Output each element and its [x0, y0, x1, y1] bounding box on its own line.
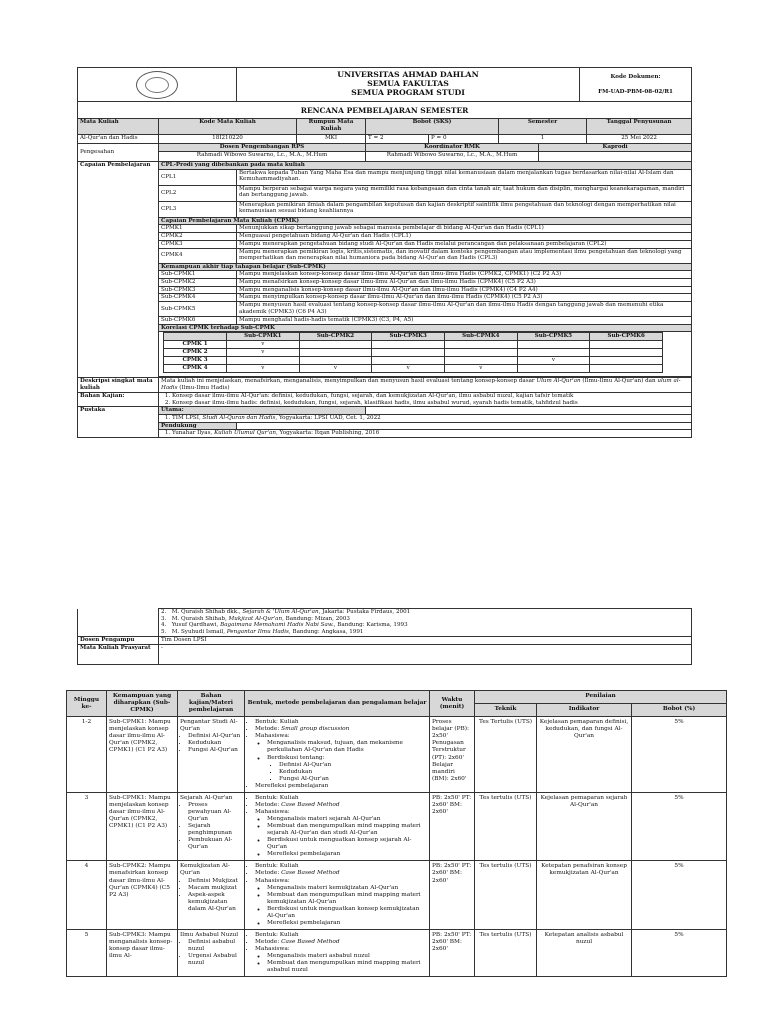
col-teknik: Teknik — [475, 704, 537, 717]
activity-item: ◦ Merefleksi pembelajaran — [267, 920, 427, 927]
bahan-list — [180, 733, 242, 754]
bahan-cell — [178, 929, 245, 976]
korelasi-heading: Korelasi CPMK terhadap Sub-CPMK — [159, 324, 692, 332]
pustaka-continued — [159, 609, 692, 637]
korelasi-mark — [444, 357, 517, 365]
activity-item: ◦ Berdiskusi untuk menguatkan konsep kemukjizatan Al-Qur'an — [267, 906, 427, 920]
korelasi-row-label: CPMK 1 — [164, 341, 227, 349]
metode-item: • Metode: Case Based Method — [255, 870, 427, 877]
col-penilaian: Penilaian — [475, 691, 727, 704]
korelasi-mark — [517, 365, 590, 373]
col-mata-kuliah: Mata Kuliah — [78, 119, 159, 135]
ref-item: 2. M. Quraish Shihab dkk., Sejarah & 'Ulum Al-Qur'an, Jakarta: Pustaka Firdaus, 2001 — [161, 609, 411, 615]
korelasi-col: Sub-CPMK6 — [590, 333, 663, 341]
bahan-cell — [178, 861, 245, 930]
cpl-text: Menerapkan pemikiran ilmiah dalam pengambilan keputusan dan kajian deskriptif saintifik ilmu pengetahuan dan teknologi dengan memperhatikan nilai kemanusiaan sesuai bidang keahliannya — [237, 201, 692, 217]
cpmk-text: Mampu menerapkan pengetahuan bidang studi Al-Qur'an dan Hadis melalui perancangan dan pelaksanaan pembelajaran (CPL2) — [237, 240, 692, 248]
cpmk-code: CPMK2 — [159, 233, 237, 241]
activity-item: ◦ Membuat dan mengumpulkan mind mapping materi asbabul nuzul — [267, 960, 427, 974]
pengesahan-v3 — [539, 152, 692, 162]
university-heading — [237, 68, 580, 102]
activity-item: ◦ Menganalisis materi kemukjizatan Al-Qur'an — [267, 885, 427, 892]
bahan-item: 2. Konsep dasar ilmu-ilmu hadis: definisi, kedudukan, fungsi, sejarah, klasifikasi hadis, ilmu asbabul wurud, syarah hadis tematik, tahfidzul hadis — [172, 400, 689, 407]
capaian-label: Capaian Pembelajaran — [78, 162, 159, 378]
cpmk-heading: Capaian Pembelajaran Mata Kuliah (CPMK) — [159, 217, 692, 225]
document-code-value: FM-UAD-PBM-08-02/R1 — [598, 88, 673, 95]
bentuk-cell — [245, 929, 430, 976]
korelasi-table — [163, 332, 663, 373]
col-bobot: Bobot (SKS) — [366, 119, 499, 135]
waktu-cell: PB: 2x50' PT: 2x60' BM: 2x60' — [430, 929, 475, 976]
document-header — [77, 67, 692, 102]
sub-cpmk-text: Mampu menghafal hadis-hadis tematik (CPMK3) (C3, P4, A5) — [237, 317, 692, 325]
korelasi-mark — [590, 349, 663, 357]
bahan-point: • Sejarah penghimpunan — [188, 823, 242, 837]
teknik-cell: Tes tertulis (UTS) — [475, 861, 537, 930]
sub-cpmk-cell: Sub-CPMK3: Mampu menganalisis konsep-konsep dasar ilmu-ilmu Al- — [107, 929, 178, 976]
pustaka-pendukung-heading: Pendukung — [159, 422, 237, 430]
bentuk-list — [247, 932, 427, 974]
sub-cpmk-text: Mampu menyusun hasil evaluasi tentang konsep-konsep dasar ilmu-ilmu Al-Qur'an dan ilmu-ilmu Hadis dengan tanggung jawab dan memenuhi etika akademik (CPMK3) (C6 P4 A3) — [237, 302, 692, 317]
bahan-list — [159, 392, 692, 406]
sub-cpmk-text: Mampu menafsirkan konsep-konsep dasar ilmu-ilmu Al-Qur'an dan ilmu-ilmu Hadis (CPMK4) (C5 P2 A3) — [237, 278, 692, 286]
sub-cpmk-heading: Kemampuan akhir tiap tahapan belajar (Sub-CPMK) — [159, 263, 692, 271]
korelasi-mark — [372, 349, 445, 357]
korelasi-col: Sub-CPMK5 — [517, 333, 590, 341]
refleksi-item: • Merefleksi pembelajaran — [255, 783, 427, 790]
sub-cpmk-text: Mampu menganalisis konsep-konsep dasar ilmu-ilmu Al-Qur'an dan ilmu-ilmu Hadis (CPMK4) (C4 P2 A4) — [237, 286, 692, 294]
bahan-point: • Pembukuan Al-Qur'an — [188, 837, 242, 851]
pengesahan-h3: Kaprodi — [539, 144, 692, 152]
teknik-cell: Tes tertulis (UTS) — [475, 929, 537, 976]
course-code: 18I210220 — [159, 135, 297, 144]
topic-item: ▪ Definisi Al-Qur'an — [279, 762, 427, 769]
korelasi-mark: v — [517, 357, 590, 365]
bobot-cell: 5% — [632, 792, 727, 861]
bahan-point: • Macam mukjizat — [188, 885, 242, 892]
indikator-cell: Kejelasan pemaparan definisi, kedudukan, dan fungsi Al-Qur'an — [537, 717, 632, 793]
korelasi-mark — [372, 357, 445, 365]
sub-cpmk-cell: Sub-CPMK1: Mampu menjelaskan konsep dasar ilmu-ilmu Al-Qur'an (CPMK2, CPMK1) (C1 P2 A3) — [107, 717, 178, 793]
pustaka-pendukung-item: 1. Yunahar Ilyas, Kuliah Ulumul Qur'an, Yogyakarta: Itqan Publishing, 2016 — [159, 430, 692, 438]
teknik-cell: Tes Tertulis (UTS) — [475, 717, 537, 793]
indikator-cell: Kejelasan pemaparan sejarah Al-Qur'an — [537, 792, 632, 861]
university-seal-logo — [136, 71, 178, 99]
col-kode: Kode Mata Kuliah — [159, 119, 297, 135]
col-indikator: Indikator — [537, 704, 632, 717]
bahan-title: Pengantar Studi Al-Qur'an — [180, 719, 238, 733]
metode-name: Case Based Method — [281, 870, 340, 877]
bahan-list — [180, 878, 242, 913]
mahasiswa-item: • Mahasiswa: ◦ Menganalisis maksud, tujuan, dan mekanisme perkuliahan Al-Qur'an dan Hadis ◦ Berdiskusi tentang: ▪ Definisi Al-Qur'an ▪ Kedudukan ▪ Fungsi Al-Qur'an — [255, 733, 427, 782]
plan-row — [67, 792, 727, 861]
course-date: 25 Mei 2022 — [587, 135, 692, 144]
bahan-cell — [178, 792, 245, 861]
week-number: 5 — [67, 929, 107, 976]
topic-list — [267, 762, 427, 783]
korelasi-mark — [227, 357, 300, 365]
metode-name: Case Based Method — [281, 801, 340, 808]
pustaka-utama-heading: Utama: — [159, 407, 366, 415]
col-semester: Semester — [499, 119, 587, 135]
sub-cpmk-cell: Sub-CPMK1: Mampu menjelaskan konsep dasar ilmu-ilmu Al-Qur'an (CPMK2, CPMK1) (C1 P2 A3) — [107, 792, 178, 861]
bahan-label: Bahan Kajian: — [78, 392, 159, 406]
waktu-cell: Proses belajar (PB): 2x50' Penugasan Terstruktur (PT): 2x60' Belajar mandiri (BM): 2x60' — [430, 717, 475, 793]
bahan-title: Sejarah Al-Qur'an — [180, 794, 233, 801]
metode-item: • Metode: Case Based Method — [255, 939, 427, 946]
col-tanggal: Tanggal Penyusunan — [587, 119, 692, 135]
activity-item: ◦ Berdiskusi tentang: ▪ Definisi Al-Qur'an ▪ Kedudukan ▪ Fungsi Al-Qur'an — [267, 755, 427, 783]
faculty-name: SEMUA FAKULTAS — [367, 79, 449, 89]
program-name: SEMUA PROGRAM STUDI — [351, 87, 465, 97]
col-kemampuan: Kemampuan yang diharapkan (Sub-CPMK) — [107, 691, 178, 717]
bahan-point: • Fungsi Al-Qur'an — [188, 747, 242, 754]
metode-item: • Metode: Small group discussion — [255, 726, 427, 733]
cpl-text: Bertakwa kepada Tuhan Yang Maha Esa dan mampu menjunjung tinggi nilai kemanusiaan dalam menjalankan tugas berdasarkan nilai-nilai Al-Islam dan Kemuhammadiyahan. — [237, 169, 692, 185]
document-code-label: Kode Dokumen: — [610, 73, 661, 80]
indikator-cell: Ketepatan analisis asbabul nuzul — [537, 929, 632, 976]
mahasiswa-item: • Mahasiswa: ◦ Menganalisis materi asbabul nuzul ◦ Membuat dan mengumpulkan mind mapping materi asbabul nuzul — [255, 946, 427, 974]
korelasi-mark: v — [227, 341, 300, 349]
teknik-cell: Tes tertulis (UTS) — [475, 792, 537, 861]
col-bahan: Bahan kajian/Materi pembelajaran — [178, 691, 245, 717]
credit-practice: P = 0 — [429, 135, 499, 144]
bentuk-item: • Bentuk: Kuliah — [255, 863, 427, 870]
bentuk-list — [247, 863, 427, 927]
continuation-table — [77, 608, 692, 665]
bahan-cell — [178, 717, 245, 793]
pustaka-label: Pustaka — [78, 407, 159, 438]
topic-item: ▪ Fungsi Al-Qur'an — [279, 776, 427, 783]
sub-cpmk-text: Mampu menjelaskan konsep-konsep dasar ilmu-ilmu Al-Qur'an dan ilmu-ilmu Hadis (CPMK2, CPMK1) (C2 P2 A3) — [237, 271, 692, 279]
pengesahan-h1: Dosen Pengembangan RPS — [159, 144, 366, 152]
pengesahan-v2: Rahmadi Wibowo Suwarno, Lc., M.A., M.Hum — [366, 152, 539, 162]
activity-item: ◦ Menganalisis maksud, tujuan, dan mekanisme perkuliahan Al-Qur'an dan Hadis — [267, 740, 427, 754]
metode-name: Small group discussion — [281, 726, 350, 733]
pengesahan-label: Pengesahan — [78, 144, 159, 162]
cpmk-text: Menguasai pengetahuan bidang Al-Qur'an dan Hadis (CPL1) — [237, 233, 692, 241]
bobot-cell: 5% — [632, 861, 727, 930]
prasyarat-value: - — [159, 644, 692, 664]
activity-item: ◦ Membuat dan mengumpulkan mind mapping materi kemukjizatan Al-Qur'an — [267, 892, 427, 906]
bahan-point: • Definisi Mukjizat — [188, 878, 242, 885]
cpl-code: CPL2 — [159, 185, 237, 201]
korelasi-mark: v — [227, 365, 300, 373]
waktu-cell: PB: 2x50' PT: 2x60' BM: 2x60' — [430, 861, 475, 930]
bahan-list — [180, 802, 242, 851]
week-number: 3 — [67, 792, 107, 861]
cpmk-text: Mampu menerapkan pemikiran logis, kritis,sistematis, dan inovatif dalam konteks pengembangan atau implementasi ilmu pengetahuan dan teknologi yang memperhatikan dan menerapkan nilai humaniora pada bidang Al-Qur'an dan Hadis (CPL3) — [237, 248, 692, 263]
course-semester: 1 — [499, 135, 587, 144]
weekly-plan-table — [66, 690, 727, 977]
korelasi-mark — [444, 341, 517, 349]
bobot-cell: 5% — [632, 929, 727, 976]
korelasi-row-label: CPMK 3 — [164, 357, 227, 365]
university-name: UNIVERSITAS AHMAD DAHLAN — [337, 70, 479, 80]
col-rumpun: Rumpun Mata Kuliah — [297, 119, 366, 135]
week-number: 4 — [67, 861, 107, 930]
metode-name: Case Based Method — [281, 939, 340, 945]
korelasi-mark: v — [444, 365, 517, 373]
bentuk-item: • Bentuk: Kuliah — [255, 795, 427, 802]
korelasi-mark — [299, 349, 372, 357]
korelasi-col: Sub-CPMK3 — [372, 333, 445, 341]
activity-list — [255, 953, 427, 974]
ref-item: 5. M. Syuhudi Ismail, Pengantar Ilmu Hadis, Bandung: Angkasa, 1991 — [161, 629, 364, 636]
credit-theory: T = 2 — [366, 135, 429, 144]
bahan-point: • Aspek-aspek kemukjizatan dalam Al-Qur'an — [188, 892, 242, 913]
sub-cpmk-code: Sub-CPMK4 — [159, 294, 237, 302]
korelasi-mark — [590, 357, 663, 365]
col-bentuk: Bentuk, metode pembelajaran dan pengalaman belajar — [245, 691, 430, 717]
korelasi-mark — [299, 357, 372, 365]
korelasi-mark: v — [227, 349, 300, 357]
course-rumpun: MKI — [297, 135, 366, 144]
korelasi-mark: v — [299, 365, 372, 373]
sub-cpmk-cell: Sub-CPMK2: Mampu menafsirkan konsep dasar ilmu-ilmu Al-Qur'an (CPMK4) (C5 P2 A3) — [107, 861, 178, 930]
korelasi-mark — [372, 341, 445, 349]
indikator-cell: Ketepatan penafsiran konsep kemukjizatan Al-Qur'an — [537, 861, 632, 930]
bentuk-cell — [245, 717, 430, 793]
col-waktu: Waktu (menit) — [430, 691, 475, 717]
activity-item: ◦ Menganalisis materi sejarah Al-Qur'an — [267, 816, 427, 823]
bentuk-list — [247, 719, 427, 790]
week-number: 1-2 — [67, 717, 107, 793]
activity-list — [255, 816, 427, 858]
bahan-point: • Urgensi Asbabul nuzul — [188, 953, 242, 967]
topic-item: ▪ Kedudukan — [279, 769, 427, 776]
bahan-point: • Proses pewahyuan Al-Qur'an — [188, 802, 242, 823]
document-code-cell — [580, 68, 692, 102]
activity-list — [255, 740, 427, 782]
sub-cpmk-code: Sub-CPMK1 — [159, 271, 237, 279]
deskripsi-label: Deskripsi singkat mata kuliah — [78, 378, 159, 392]
bentuk-item: • Bentuk: Kuliah — [255, 932, 427, 939]
sub-cpmk-code: Sub-CPMK3 — [159, 286, 237, 294]
rps-summary-table — [77, 101, 692, 438]
cpmk-code: CPMK1 — [159, 225, 237, 233]
cpl-code: CPL1 — [159, 169, 237, 185]
activity-list — [255, 885, 427, 927]
activity-item: ◦ Merefleksi pembelajaran — [267, 851, 427, 858]
korelasi-col: Sub-CPMK1 — [227, 333, 300, 341]
bentuk-cell — [245, 861, 430, 930]
korelasi-mark: v — [372, 365, 445, 373]
dosen-value: Tim Dosen LPSI — [159, 636, 692, 644]
document-title: RENCANA PEMBELAJARAN SEMESTER — [78, 102, 692, 119]
bentuk-list — [247, 795, 427, 859]
metode-item: • Metode: Case Based Method — [255, 802, 427, 809]
bahan-title: Ilmu Asbabul Nuzul — [180, 931, 239, 938]
logo-cell — [78, 68, 237, 102]
prasyarat-label: Mata Kuliah Prasyarat — [78, 644, 159, 664]
plan-row — [67, 929, 727, 976]
deskripsi-text: Mata kuliah ini menjelaskan, menafsirkan, menganalisis, menyimpulkan dan menyusun hasil evaluasi tentang konsep-konsep dasar Ulum Al-Qur'an (Ilmu-Ilmu Al-Qur'an) dan ulum al-Hadis (Ilmu-Ilmu Hadis) — [159, 378, 692, 392]
korelasi-cell — [159, 332, 692, 377]
bahan-item: 1. Konsep dasar ilmu-ilmu Al-Qur'an: definisi, kedudukan, fungsi, sejarah, dan kemukjizatan Al-Qur'an, ilmu asbabul nuzul, kajian tafsir tematik — [172, 393, 689, 400]
col-bobot: Bobot (%) — [632, 704, 727, 717]
bahan-title: Kemukjizatan Al-Qur'an — [180, 863, 230, 877]
col-minggu: Minggu ke- — [67, 691, 107, 717]
bahan-list — [180, 939, 242, 967]
pustaka-utama-item: 1. TIM LPSI, Studi Al-Quran dan Hadis, Yogyakarta: LPSI UAD, Cet. 1, 2022 — [159, 414, 692, 422]
activity-item: ◦ Menganalisis materi asbabul nuzul — [267, 953, 427, 960]
korelasi-col: Sub-CPMK4 — [444, 333, 517, 341]
sub-cpmk-code: Sub-CPMK6 — [159, 317, 237, 325]
cpmk-text: Menunjukkan sikap bertanggung jawab sebagai manusia pembelajar di bidang Al-Qur'an dan Hadis (CPL1) — [237, 225, 692, 233]
course-name: Al-Qur'an dan Hadis — [78, 135, 159, 144]
sub-cpmk-text: Mampu menyimpulkan konsep-konsep dasar ilmu-ilmu Al-Qur'an dan ilmu-ilmu Hadis (CPMK4) (C5 P2 A3) — [237, 294, 692, 302]
bahan-point: • Definisi asbabul nuzul — [188, 939, 242, 953]
ref-item: 4. Yusuf Qardhawi, Bagaimana Memahami Hadis Nabi Saw., Bandung: Karisma, 1993 — [161, 622, 408, 629]
korelasi-col: Sub-CPMK2 — [299, 333, 372, 341]
korelasi-row-label: CPMK 2 — [164, 349, 227, 357]
ref-item: 3. M. Quraish Shihab, Mukjizat Al-Qur'an, Bandung: Mizan, 2003 — [161, 615, 350, 622]
sub-cpmk-code: Sub-CPMK2 — [159, 278, 237, 286]
cpl-heading: CPL-Prodi yang dibebankan pada mata kuliah — [159, 162, 692, 170]
cpmk-code: CPMK4 — [159, 248, 237, 263]
waktu-cell: PB: 2x50' PT: 2x60' BM: 2x60' — [430, 792, 475, 861]
bentuk-item: • Bentuk: Kuliah — [255, 719, 427, 726]
korelasi-mark — [590, 365, 663, 373]
plan-row — [67, 861, 727, 930]
korelasi-mark — [517, 349, 590, 357]
dosen-label: Dosen Pengampu — [78, 636, 159, 644]
korelasi-mark — [444, 349, 517, 357]
korelasi-row-label: CPMK 4 — [164, 365, 227, 373]
bahan-point: • Definisi Al-Qur'an — [188, 733, 242, 740]
korelasi-mark — [299, 341, 372, 349]
korelasi-corner — [164, 333, 227, 341]
plan-row — [67, 717, 727, 793]
cpl-text: Mampu berperan sebagai warga negara yang memiliki rasa kebangsaan dan cinta tanah air, taat hukum dan disiplin, menghargai keanekaragaman, mandiri dan bertanggung jawab. — [237, 185, 692, 201]
mahasiswa-item: • Mahasiswa: ◦ Menganalisis materi sejarah Al-Qur'an ◦ Membuat dan mengumpulkan mind mapping materi sejarah Al-Qur'an dan studi Al-Qur'an ◦ Berdiskusi untuk menguatkan konsep sejarah Al-Qur'an ◦ Merefleksi pembelajaran — [255, 809, 427, 858]
korelasi-mark — [517, 341, 590, 349]
pengesahan-v1: Rahmadi Wibowo Suwarno, Lc., M.A., M.Hum — [159, 152, 366, 162]
bentuk-cell — [245, 792, 430, 861]
pengesahan-h2: Koordinator RMK — [366, 144, 539, 152]
cpl-code: CPL3 — [159, 201, 237, 217]
cpmk-code: CPMK3 — [159, 240, 237, 248]
bobot-cell: 5% — [632, 717, 727, 793]
mahasiswa-item: • Mahasiswa: ◦ Menganalisis materi kemukjizatan Al-Qur'an ◦ Membuat dan mengumpulkan mind mapping materi kemukjizatan Al-Qur'an ◦ Berdiskusi untuk menguatkan konsep kemukjizatan Al-Qur'an ◦ Merefleksi pembelajaran — [255, 878, 427, 927]
bahan-point: • Kedudukan — [188, 740, 242, 747]
korelasi-mark — [590, 341, 663, 349]
activity-item: ◦ Berdiskusi untuk menguatkan konsep sejarah Al-Qur'an — [267, 837, 427, 851]
sub-cpmk-code: Sub-CPMK5 — [159, 302, 237, 317]
activity-item: ◦ Membuat dan mengumpulkan mind mapping materi sejarah Al-Qur'an dan studi Al-Qur'an — [267, 823, 427, 837]
